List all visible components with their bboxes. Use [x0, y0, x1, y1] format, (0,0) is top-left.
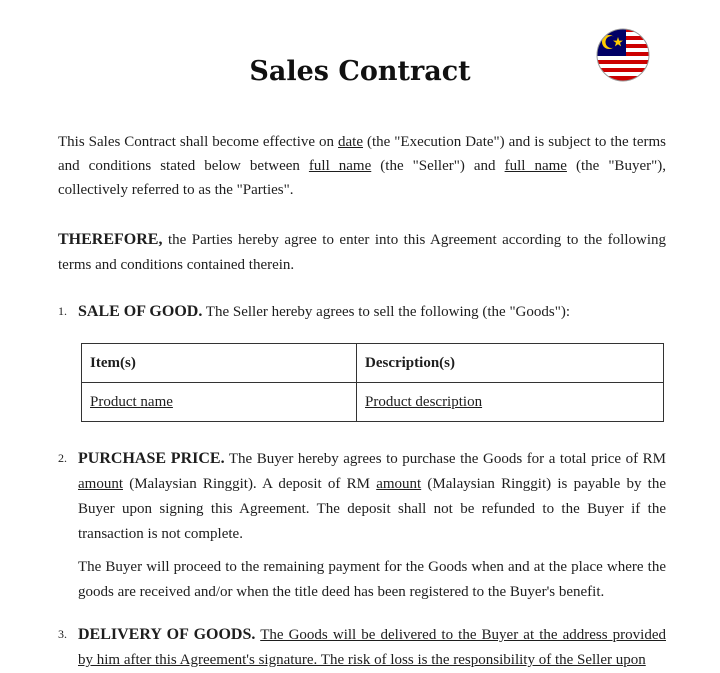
goods-table — [81, 343, 664, 422]
remaining-payment-paragraph: The Buyer will proceed to the remaining payment for the Goods when and at the place where the goods are received and/or when the title deed has been registered to the Buyer's benefit. — [78, 559, 666, 600]
document-title: Sales Contract — [249, 56, 471, 87]
table-row — [82, 383, 664, 422]
section-delivery-of-goods — [58, 622, 666, 673]
section-number: 2. — [58, 451, 67, 465]
deposit-amount-field[interactable]: amount — [376, 476, 422, 492]
table-header: Item(s) — [82, 344, 357, 383]
table-cell[interactable] — [82, 383, 357, 422]
section-heading: DELIVERY OF GOODS. — [78, 626, 256, 643]
section-sale-of-good: 1. SALE OF GOOD. The Seller hereby agrees to sell the following (the "Goods"): — [58, 299, 666, 325]
therefore-paragraph: THEREFORE, the Parties hereby agree to enter into this Agreement according to the following terms and conditions contained therein. — [58, 231, 666, 273]
product-name-field[interactable]: Product name — [90, 393, 173, 410]
total-amount-field[interactable]: amount — [78, 476, 123, 492]
table-header-row — [82, 344, 664, 383]
delivery-terms-text[interactable]: The Goods will be delivered to the Buyer at the address provided by him after this Agreement's signature. The risk of loss is the responsibility of the Seller upon — [78, 627, 666, 668]
table-header: Description(s) — [357, 344, 664, 383]
section-purchase-price: 2. PURCHASE PRICE. The Buyer hereby agrees to purchase the Goods for a total price of RM amount (Malaysian Ringgit). A deposit of RM amount (Malaysian Ringgit) is payable by the Buyer upon signing this Agreement. The deposit shall not be refunded to the Buyer if the transaction is not complete. The Buyer will proceed to the remaining payment for the Goods when and at the place where the goods are received and/or when the title deed has been registered to the Buyer's benefit. — [58, 446, 666, 605]
seller-name-field[interactable]: full name — [308, 158, 372, 174]
section-heading: PURCHASE PRICE. — [78, 450, 225, 467]
date-field[interactable]: date — [338, 134, 363, 150]
section-number: 1. — [58, 304, 67, 318]
buyer-name-field[interactable]: full name — [504, 158, 567, 174]
section-heading: SALE OF GOOD. — [78, 303, 203, 320]
section-number: 3. — [58, 627, 67, 641]
table-cell[interactable] — [357, 383, 664, 422]
product-description-field[interactable]: Product description — [365, 393, 483, 410]
intro-paragraph: This Sales Contract shall become effective on date (the "Execution Date") and is subject to the terms and conditions stated below between full name (the "Seller") and full name (the "Buyer"), collectively referred to as the "Parties". — [58, 134, 666, 198]
